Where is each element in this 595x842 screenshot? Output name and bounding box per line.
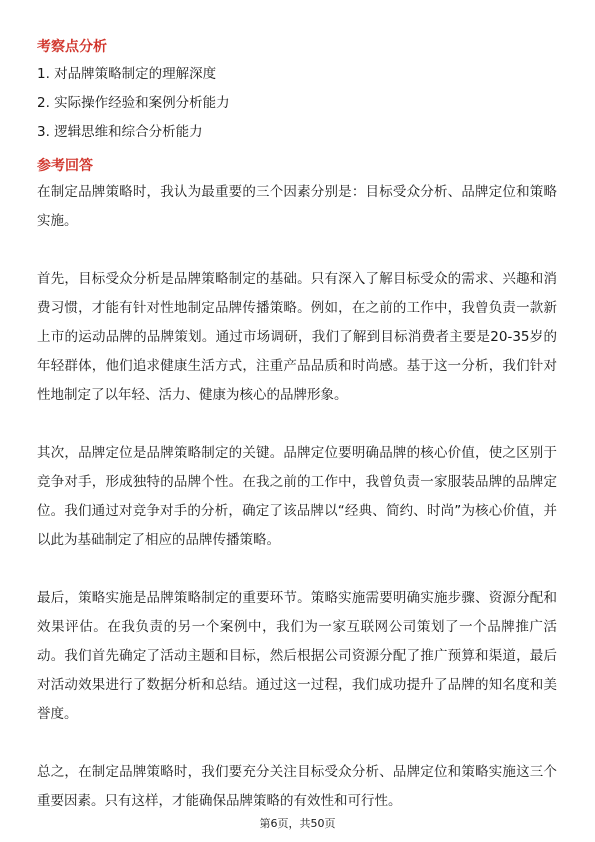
answer-paragraph-first: 首先，目标受众分析是品牌策略制定的基础。只有深入了解目标受众的需求、兴趣和消费习惯，才能有针对性地制定品牌传播策略。例如，在之前的工作中，我曾负责一款新上市的运动品牌的品牌策划。通过市场调研，我们了解到目标消费者主要是20-35岁的年轻群体，他们追求健康生活方式，注重产品品质和时尚感。基于这一分析，我们针对性地制定了以年轻、活力、健康为核心的品牌形象。 xyxy=(37,271,557,403)
analysis-item-3: 3. 逻辑思维和综合分析能力 xyxy=(37,124,203,140)
answer-paragraph-intro: 在制定品牌策略时，我认为最重要的三个因素分别是：目标受众分析、品牌定位和策略实施。 xyxy=(37,184,557,229)
analysis-item-1: 1. 对品牌策略制定的理解深度 xyxy=(37,66,217,82)
answer-heading: 参考回答 xyxy=(37,158,93,174)
analysis-heading: 考察点分析 xyxy=(37,39,107,55)
page-number: 第6页，共50页 xyxy=(259,817,336,830)
answer-paragraph-second: 其次，品牌定位是品牌策略制定的关键。品牌定位要明确品牌的核心价值，使之区别于竞争对手，形成独特的品牌个性。在我之前的工作中，我曾负责一家服装品牌的品牌定位。我们通过对竞争对手的分析，确定了该品牌以“经典、简约、时尚”为核心价值，并以此为基础制定了相应的品牌传播策略。 xyxy=(37,445,557,548)
answer-paragraph-conclusion: 总之，在制定品牌策略时，我们要充分关注目标受众分析、品牌定位和策略实施这三个重要因素。只有这样，才能确保品牌策略的有效性和可行性。 xyxy=(37,764,557,809)
analysis-item-2: 2. 实际操作经验和案例分析能力 xyxy=(37,95,230,111)
answer-paragraph-third: 最后，策略实施是品牌策略制定的重要环节。策略实施需要明确实施步骤、资源分配和效果评估。在我负责的另一个案例中，我们为一家互联网公司策划了一个品牌推广活动。我们首先确定了活动主题和目标，然后根据公司资源分配了推广预算和渠道，最后对活动效果进行了数据分析和总结。通过这一过程，我们成功提升了品牌的知名度和美誉度。 xyxy=(37,590,557,722)
